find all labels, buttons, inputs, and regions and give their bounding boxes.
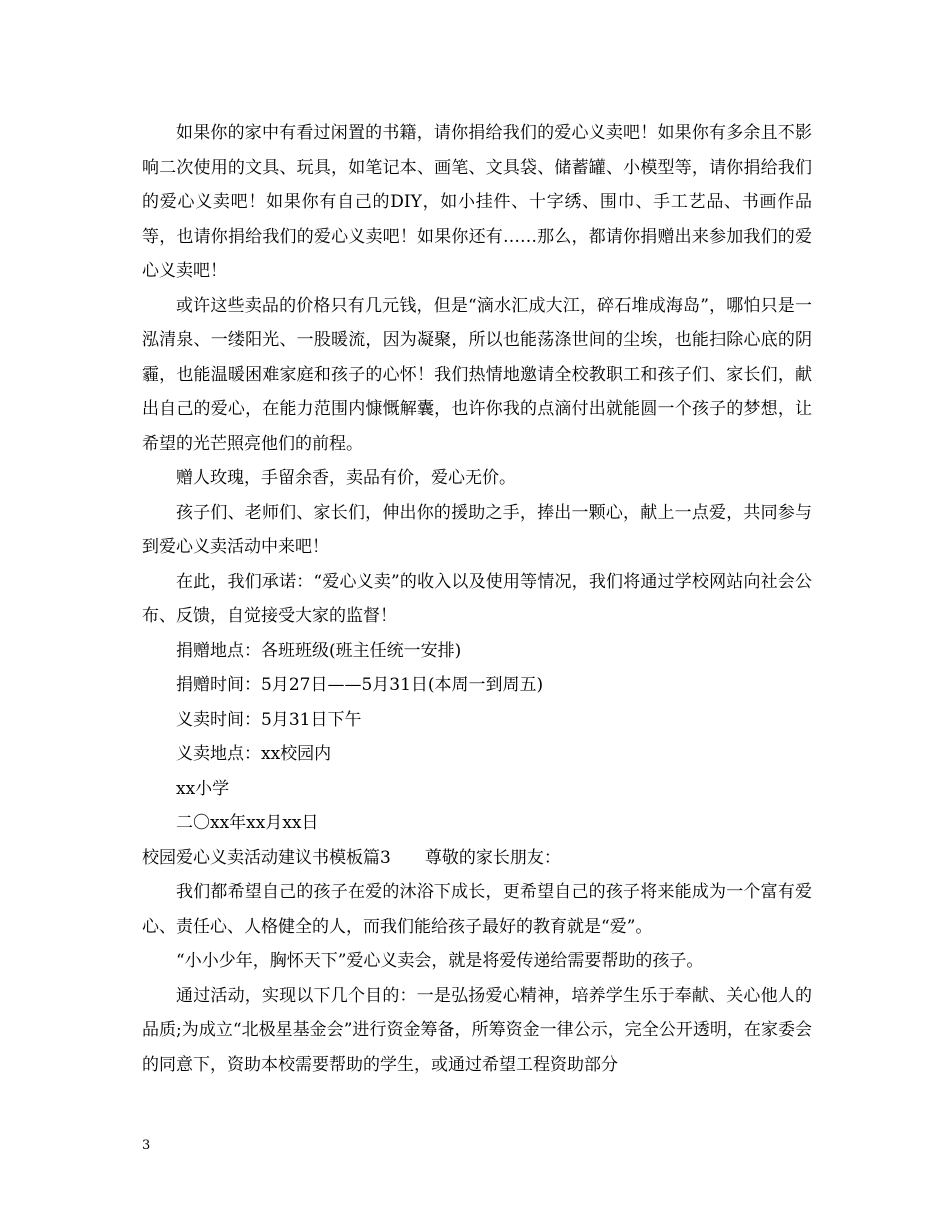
paragraph-roses: 赠人玫瑰，手留余香，卖品有价，爱心无价。 [176, 468, 516, 488]
signature-date: 二〇xx年xx月xx日 [176, 813, 319, 833]
paragraph-price-meaning: 或许这些卖品的价格只有几元钱，但是“滴水汇成大江，碎石堆成海岛”，哪怕只是一泓清泉、一缕阳光、一股暖流，因为凝聚，所以也能荡涤世间的尘埃，也能扫除心底的阴霾，也能温暖困难家庭和孩子的心怀！我们热情地邀请全校教职工和孩子们、家长们，献出自己的爱心，在能力范围内慷慨解囊，也许你我的点滴付出就能圆一个孩子的梦想，让希望的光芒照亮他们的前程。 [142, 295, 812, 454]
sale-time: 义卖时间：5月31日下午 [176, 709, 362, 730]
sale-location: 义卖地点：xx校园内 [176, 744, 332, 764]
donation-time: 捐赠时间：5月27日——5月31日(本周一到周五) [176, 675, 544, 695]
paragraph-call-to-action: 孩子们、老师们、家长们，伸出你的援助之手，捧出一颗心，献上一点爱，共同参与到爱心义卖活动中来吧！ [142, 502, 812, 557]
paragraph-event-intro: “小小少年，胸怀天下”爱心义卖会，就是将爱传递给需要帮助的孩子。 [176, 951, 704, 971]
signature-school: xx小学 [176, 778, 230, 799]
section-heading: 校园爱心义卖活动建议书模板篇3 尊敬的家长朋友： [142, 847, 561, 868]
paragraph-donation-items: 如果你的家中有看过闲置的书籍，请你捐给我们的爱心义卖吧！如果你有多余且不影响二次使用的文具、玩具，如笔记本、画笔、文具袋、储蓄罐、小模型等，请你捐给我们的爱心义卖吧！如果你有自己的DIY，如小挂件、十字绣、围巾、手工艺品、书画作品等，也请你捐给我们的爱心义卖吧！如果你还有……那么，都请你捐赠出来参加我们的爱心义卖吧！ [142, 123, 812, 281]
body-text [142, 116, 812, 1082]
page-number: 3 [142, 1138, 151, 1153]
paragraph-promise: 在此，我们承诺：“爱心义卖”的收入以及使用等情况，我们将通过学校网站向社会公布、反馈，自觉接受大家的监督！ [142, 571, 812, 626]
paragraph-hope: 我们都希望自己的孩子在爱的沐浴下成长，更希望自己的孩子将来能成为一个富有爱心、责任心、人格健全的人，而我们能给孩子最好的教育就是“爱”。 [142, 882, 812, 937]
paragraph-goals: 通过活动，实现以下几个目的：一是弘扬爱心精神，培养学生乐于奉献、关心他人的品质;为成立“北极星基金会”进行资金筹备，所筹资金一律公示，完全公开透明，在家委会的同意下，资助本校需要帮助的学生，或通过希望工程资助部分 [142, 985, 812, 1075]
donation-location: 捐赠地点：各班班级(班主任统一安排) [176, 640, 462, 661]
